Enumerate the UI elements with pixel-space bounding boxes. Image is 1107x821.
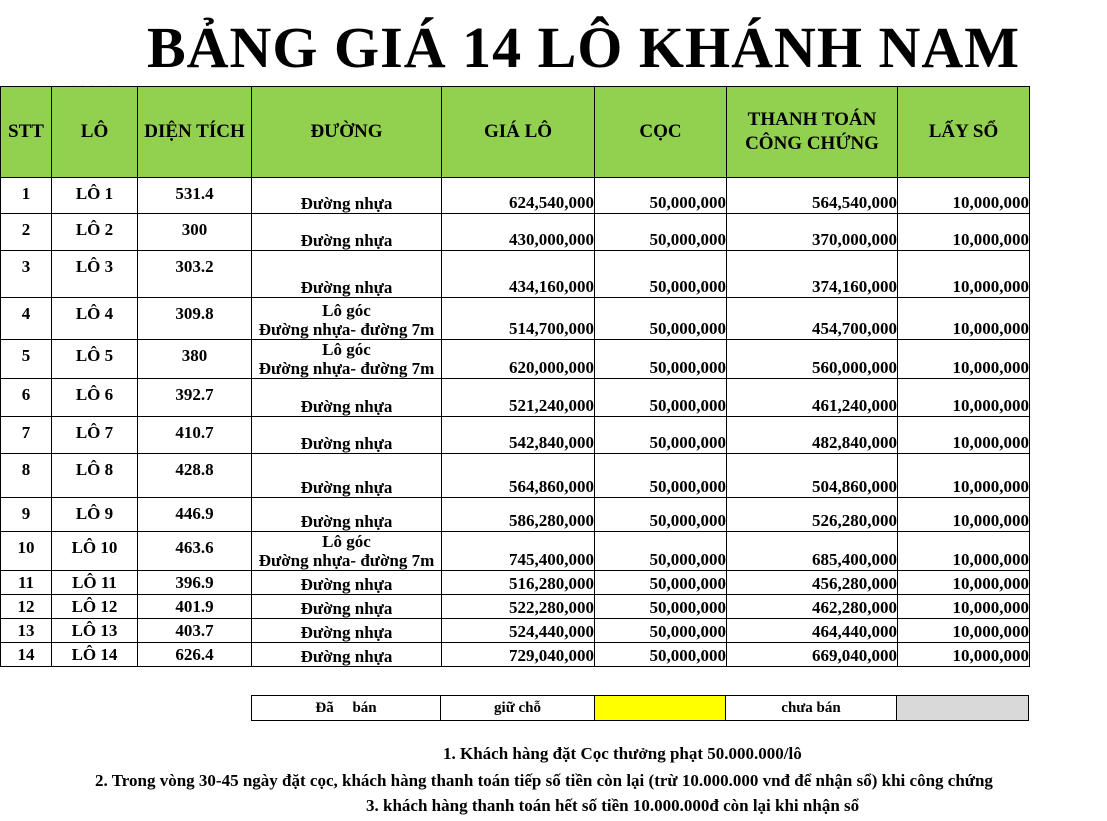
row-price: 430,000,000 (442, 214, 595, 251)
row-road (252, 379, 442, 417)
row-road-type: Đường nhựa (300, 194, 393, 213)
row-lot: LÔ 13 (52, 619, 138, 643)
row-road (252, 643, 442, 667)
row-road-corner: Lô góc (322, 301, 371, 320)
header-lo: LÔ (52, 87, 138, 178)
row-deposit: 50,000,000 (595, 251, 727, 298)
row-price: 434,160,000 (442, 251, 595, 298)
status-legend (251, 695, 1029, 721)
row-area: 401.9 (138, 595, 252, 619)
row-price: 745,400,000 (442, 532, 595, 571)
page-title: BẢNG GIÁ 14 LÔ KHÁNH NAM (146, 15, 1021, 80)
header-thanh-toan-line1: THANH TOÁN (747, 109, 877, 130)
row-price: 542,840,000 (442, 417, 595, 454)
row-area: 396.9 (138, 571, 252, 595)
header-thanh-toan-line2: CÔNG CHỨNG (745, 133, 879, 154)
table-row (1, 178, 1030, 214)
row-road-corner: Lô góc (322, 532, 371, 551)
row-lot: LÔ 11 (52, 571, 138, 595)
row-deposit: 50,000,000 (595, 571, 727, 595)
row-lot: LÔ 9 (52, 498, 138, 532)
row-title-fee: 10,000,000 (898, 340, 1030, 379)
row-area: 531.4 (138, 178, 252, 214)
row-notary-payment: 462,280,000 (727, 595, 898, 619)
header-gia-lo: GIÁ LÔ (442, 87, 595, 178)
table-row (1, 417, 1030, 454)
header-row (1, 87, 1030, 178)
row-stt: 2 (1, 214, 52, 251)
row-deposit: 50,000,000 (595, 417, 727, 454)
row-area: 380 (138, 340, 252, 379)
row-area: 300 (138, 214, 252, 251)
row-title-fee: 10,000,000 (898, 595, 1030, 619)
row-title-fee: 10,000,000 (898, 619, 1030, 643)
row-area: 428.8 (138, 454, 252, 498)
header-thanh-toan (727, 87, 898, 178)
row-price: 521,240,000 (442, 379, 595, 417)
row-deposit: 50,000,000 (595, 532, 727, 571)
row-notary-payment: 564,540,000 (727, 178, 898, 214)
header-lay-so: LẤY SỔ (898, 87, 1030, 178)
table-row (1, 251, 1030, 298)
row-stt: 14 (1, 643, 52, 667)
note-1: 1. Khách hàng đặt Cọc thưởng phạt 50.000.000/lô (443, 744, 802, 763)
row-road (252, 498, 442, 532)
note-3: 3. khách hàng thanh toán hết số tiền 10.000.000đ còn lại khi nhận sổ (366, 796, 860, 815)
row-road (252, 214, 442, 251)
table-row (1, 340, 1030, 379)
row-title-fee: 10,000,000 (898, 298, 1030, 340)
row-stt: 8 (1, 454, 52, 498)
row-area: 309.8 (138, 298, 252, 340)
row-road (252, 298, 442, 340)
price-table (0, 86, 1030, 667)
row-deposit: 50,000,000 (595, 340, 727, 379)
row-area: 303.2 (138, 251, 252, 298)
row-price: 522,280,000 (442, 595, 595, 619)
row-notary-payment: 374,160,000 (727, 251, 898, 298)
row-title-fee: 10,000,000 (898, 178, 1030, 214)
row-stt: 6 (1, 379, 52, 417)
row-road (252, 619, 442, 643)
row-notary-payment: 464,440,000 (727, 619, 898, 643)
table-row (1, 595, 1030, 619)
row-deposit: 50,000,000 (595, 178, 727, 214)
row-notary-payment: 560,000,000 (727, 340, 898, 379)
row-price: 586,280,000 (442, 498, 595, 532)
row-road-type: Đường nhựa (300, 397, 393, 416)
row-road-type: Đường nhựa (300, 278, 393, 297)
row-lot: LÔ 3 (52, 251, 138, 298)
row-area: 410.7 (138, 417, 252, 454)
row-title-fee: 10,000,000 (898, 214, 1030, 251)
table-row (1, 498, 1030, 532)
row-price: 524,440,000 (442, 619, 595, 643)
row-price: 729,040,000 (442, 643, 595, 667)
row-notary-payment: 669,040,000 (727, 643, 898, 667)
legend-held-swatch (595, 696, 726, 721)
row-title-fee: 10,000,000 (898, 643, 1030, 667)
row-road-type: Đường nhựa- đường 7m (258, 359, 435, 378)
row-road (252, 532, 442, 571)
row-notary-payment: 504,860,000 (727, 454, 898, 498)
row-road (252, 340, 442, 379)
row-lot: LÔ 7 (52, 417, 138, 454)
row-road (252, 417, 442, 454)
row-road-corner: Lô góc (322, 340, 371, 359)
row-price: 624,540,000 (442, 178, 595, 214)
row-road-type: Đường nhựa (300, 231, 393, 250)
row-road (252, 178, 442, 214)
table-row (1, 214, 1030, 251)
row-stt: 9 (1, 498, 52, 532)
row-area: 626.4 (138, 643, 252, 667)
row-lot: LÔ 10 (52, 532, 138, 571)
row-stt: 3 (1, 251, 52, 298)
row-notary-payment: 456,280,000 (727, 571, 898, 595)
note-2: 2. Trong vòng 30-45 ngày đặt cọc, khách hàng thanh toán tiếp số tiền còn lại (trừ 10.000.000 vnđ để nhận sổ) khi công chứng (95, 771, 993, 790)
row-road-type: Đường nhựa (300, 434, 393, 453)
row-lot: LÔ 2 (52, 214, 138, 251)
row-deposit: 50,000,000 (595, 298, 727, 340)
row-deposit: 50,000,000 (595, 214, 727, 251)
legend-unsold-swatch (897, 696, 1029, 721)
table-row (1, 379, 1030, 417)
row-road (252, 454, 442, 498)
row-title-fee: 10,000,000 (898, 417, 1030, 454)
row-area: 463.6 (138, 532, 252, 571)
row-road (252, 571, 442, 595)
table-row (1, 643, 1030, 667)
row-title-fee: 10,000,000 (898, 532, 1030, 571)
row-road-type: Đường nhựa- đường 7m (258, 320, 435, 339)
row-road-type: Đường nhựa (300, 478, 393, 497)
row-road-type: Đường nhựa (300, 623, 393, 642)
row-lot: LÔ 8 (52, 454, 138, 498)
table-row (1, 532, 1030, 571)
row-lot: LÔ 6 (52, 379, 138, 417)
row-deposit: 50,000,000 (595, 379, 727, 417)
row-price: 564,860,000 (442, 454, 595, 498)
row-area: 446.9 (138, 498, 252, 532)
row-road-type: Đường nhựa (300, 512, 393, 531)
row-deposit: 50,000,000 (595, 454, 727, 498)
header-coc: CỌC (595, 87, 727, 178)
row-area: 403.7 (138, 619, 252, 643)
legend-sold-label: Đã bán (252, 696, 441, 721)
table-row (1, 298, 1030, 340)
row-road (252, 251, 442, 298)
table-row (1, 619, 1030, 643)
row-stt: 5 (1, 340, 52, 379)
row-price: 514,700,000 (442, 298, 595, 340)
legend-held-label: giữ chỗ (441, 696, 595, 721)
row-area: 392.7 (138, 379, 252, 417)
row-deposit: 50,000,000 (595, 619, 727, 643)
row-lot: LÔ 1 (52, 178, 138, 214)
row-deposit: 50,000,000 (595, 595, 727, 619)
row-title-fee: 10,000,000 (898, 571, 1030, 595)
row-stt: 1 (1, 178, 52, 214)
row-title-fee: 10,000,000 (898, 379, 1030, 417)
row-stt: 13 (1, 619, 52, 643)
row-stt: 10 (1, 532, 52, 571)
row-road-type: Đường nhựa (300, 647, 393, 666)
row-notary-payment: 526,280,000 (727, 498, 898, 532)
row-notary-payment: 685,400,000 (727, 532, 898, 571)
legend-unsold-label: chưa bán (726, 696, 897, 721)
row-notary-payment: 482,840,000 (727, 417, 898, 454)
row-title-fee: 10,000,000 (898, 498, 1030, 532)
row-lot: LÔ 5 (52, 340, 138, 379)
row-notary-payment: 370,000,000 (727, 214, 898, 251)
row-road-type: Đường nhựa (300, 575, 393, 594)
header-dien-tich: DIỆN TÍCH (138, 87, 252, 178)
row-road (252, 595, 442, 619)
row-notary-payment: 454,700,000 (727, 298, 898, 340)
row-lot: LÔ 4 (52, 298, 138, 340)
row-road-type: Đường nhựa- đường 7m (258, 551, 435, 570)
row-lot: LÔ 12 (52, 595, 138, 619)
row-road-type: Đường nhựa (300, 599, 393, 618)
row-deposit: 50,000,000 (595, 643, 727, 667)
row-lot: LÔ 14 (52, 643, 138, 667)
table-row (1, 454, 1030, 498)
row-stt: 7 (1, 417, 52, 454)
row-stt: 12 (1, 595, 52, 619)
row-notary-payment: 461,240,000 (727, 379, 898, 417)
row-deposit: 50,000,000 (595, 498, 727, 532)
table-row (1, 571, 1030, 595)
row-title-fee: 10,000,000 (898, 251, 1030, 298)
row-title-fee: 10,000,000 (898, 454, 1030, 498)
row-price: 620,000,000 (442, 340, 595, 379)
header-stt: STT (1, 87, 52, 178)
header-duong: ĐƯỜNG (252, 87, 442, 178)
row-stt: 11 (1, 571, 52, 595)
row-price: 516,280,000 (442, 571, 595, 595)
row-stt: 4 (1, 298, 52, 340)
